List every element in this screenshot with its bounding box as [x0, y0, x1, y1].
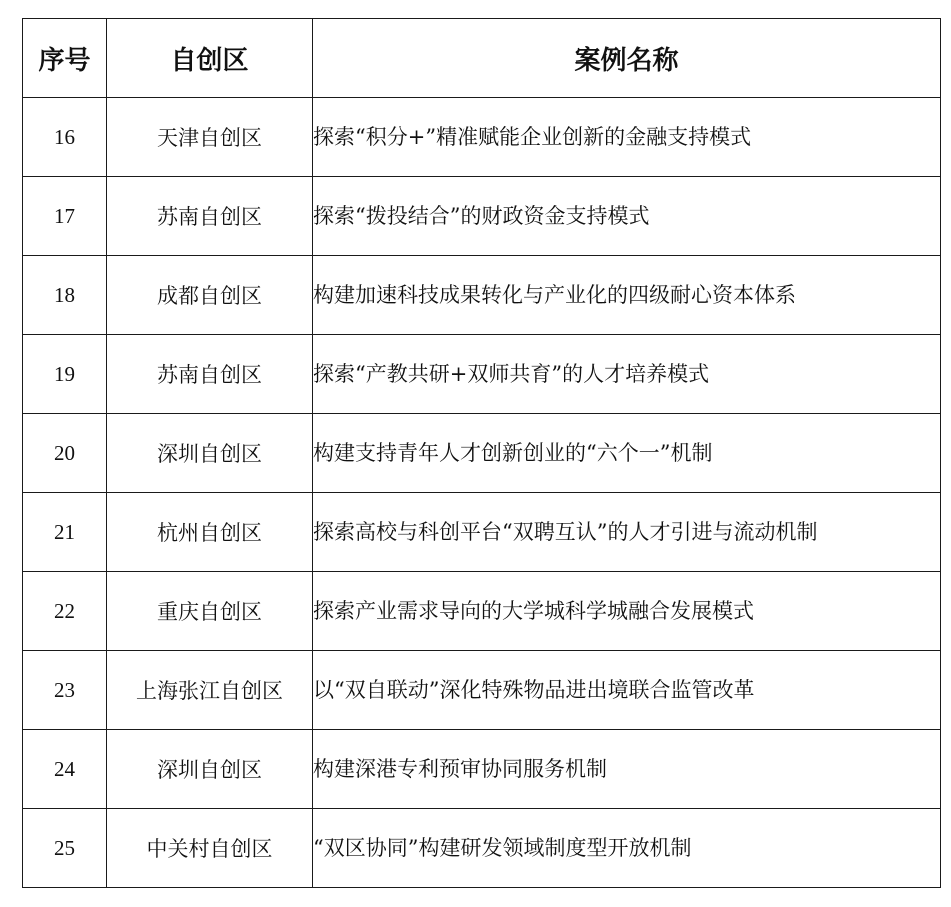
- cell-zone: 上海张江自创区: [107, 651, 313, 730]
- cell-serial-number: 18: [23, 256, 107, 335]
- cell-zone: 天津自创区: [107, 98, 313, 177]
- cell-serial-number: 23: [23, 651, 107, 730]
- table-row: [23, 414, 941, 493]
- cell-serial-number: 25: [23, 809, 107, 888]
- table-header: [23, 19, 941, 98]
- cell-case-name: 探索高校与科创平台“双聘互认”的人才引进与流动机制: [313, 493, 941, 572]
- cell-zone: 深圳自创区: [107, 414, 313, 493]
- cell-case-name: 探索“拨投结合”的财政资金支持模式: [313, 177, 941, 256]
- table-row: [23, 730, 941, 809]
- table-row: [23, 651, 941, 730]
- cell-zone: 成都自创区: [107, 256, 313, 335]
- table-row: [23, 256, 941, 335]
- table-body: [23, 98, 941, 888]
- cell-zone: 杭州自创区: [107, 493, 313, 572]
- header-zone: 自创区: [107, 19, 313, 98]
- table-row: [23, 177, 941, 256]
- table-row: [23, 493, 941, 572]
- cell-case-name: 以“双自联动”深化特殊物品进出境联合监管改革: [313, 651, 941, 730]
- cell-zone: 苏南自创区: [107, 177, 313, 256]
- cell-serial-number: 16: [23, 98, 107, 177]
- cell-serial-number: 22: [23, 572, 107, 651]
- table-row: [23, 98, 941, 177]
- cell-serial-number: 20: [23, 414, 107, 493]
- cell-serial-number: 21: [23, 493, 107, 572]
- table-row: [23, 572, 941, 651]
- table-row: [23, 809, 941, 888]
- cell-serial-number: 19: [23, 335, 107, 414]
- cell-zone: 重庆自创区: [107, 572, 313, 651]
- cell-zone: 苏南自创区: [107, 335, 313, 414]
- case-table: [22, 18, 941, 888]
- cell-case-name: 探索产业需求导向的大学城科学城融合发展模式: [313, 572, 941, 651]
- cell-case-name: 构建加速科技成果转化与产业化的四级耐心资本体系: [313, 256, 941, 335]
- header-case-name: 案例名称: [313, 19, 941, 98]
- cell-case-name: 探索“积分+”精准赋能企业创新的金融支持模式: [313, 98, 941, 177]
- cell-zone: 中关村自创区: [107, 809, 313, 888]
- cell-serial-number: 17: [23, 177, 107, 256]
- header-serial-number: 序号: [23, 19, 107, 98]
- cell-case-name: 构建深港专利预审协同服务机制: [313, 730, 941, 809]
- cell-case-name: 构建支持青年人才创新创业的“六个一”机制: [313, 414, 941, 493]
- cell-zone: 深圳自创区: [107, 730, 313, 809]
- cell-serial-number: 24: [23, 730, 107, 809]
- table-row: [23, 335, 941, 414]
- cell-case-name: “双区协同”构建研发领域制度型开放机制: [313, 809, 941, 888]
- cell-case-name: 探索“产教共研+双师共育”的人才培养模式: [313, 335, 941, 414]
- header-row: [23, 19, 941, 98]
